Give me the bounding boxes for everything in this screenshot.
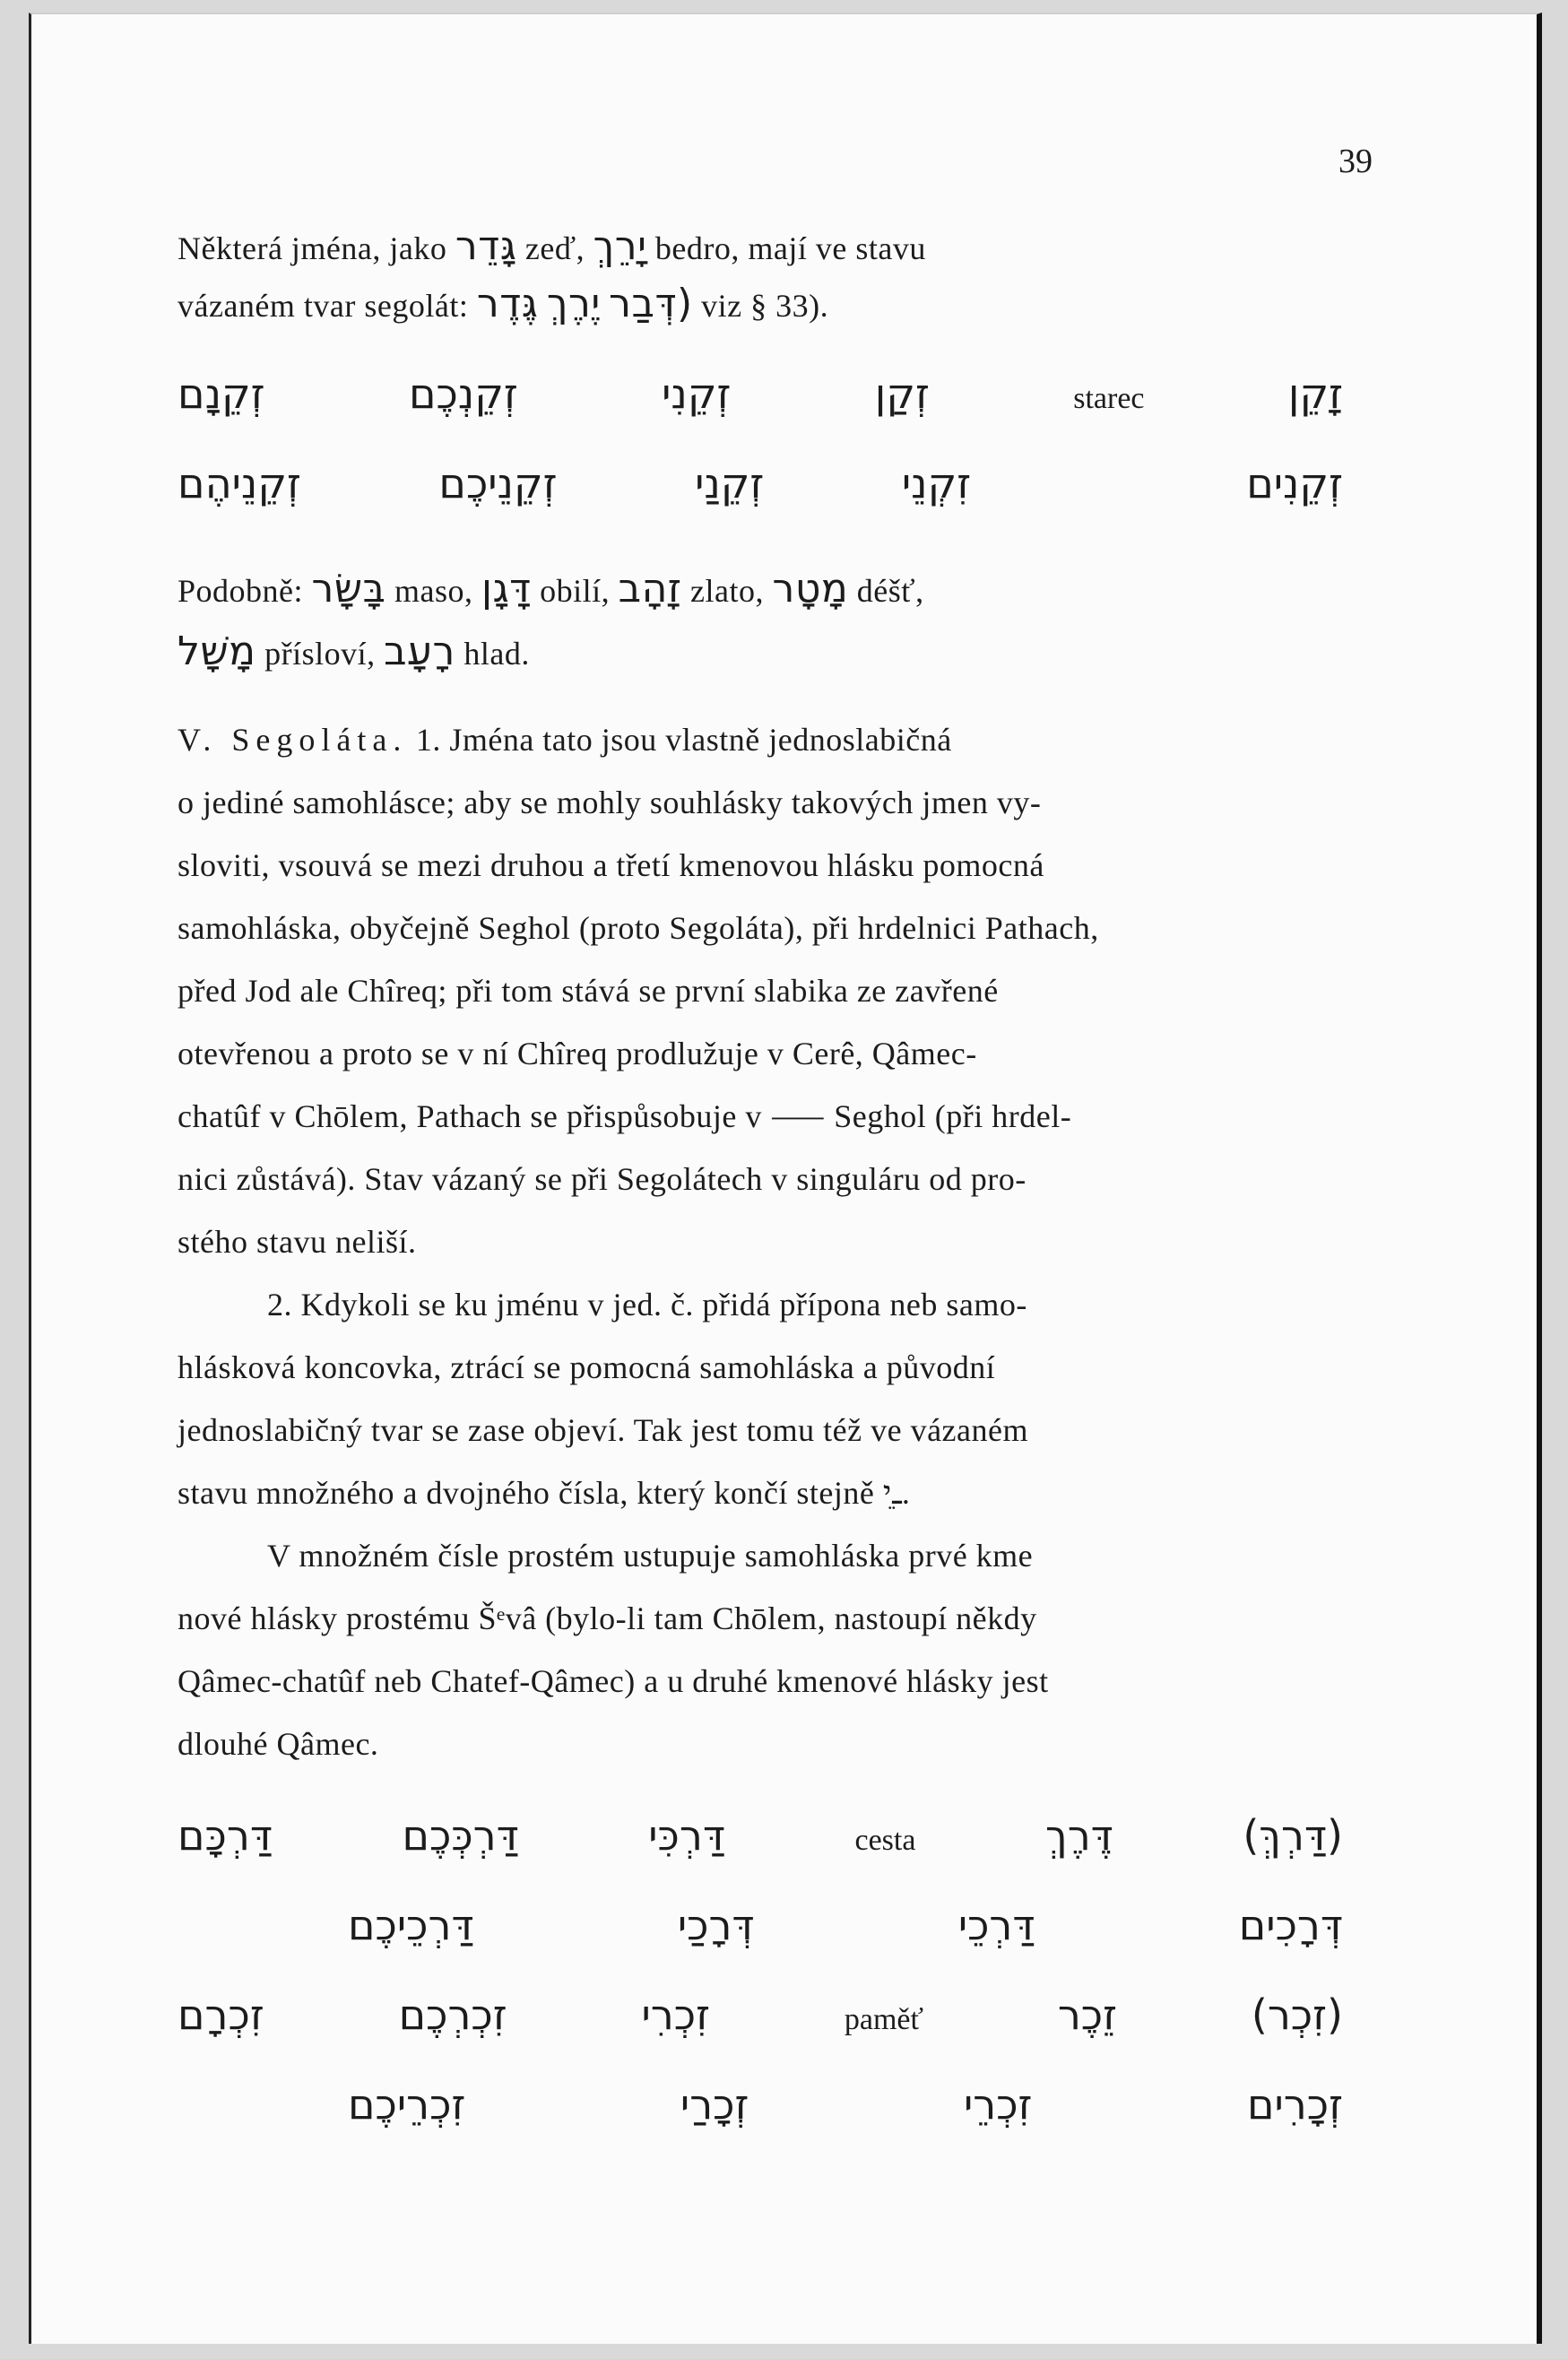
text-line: jednoslabičný tvar se zase objeví. Tak jest tomu též ve vázaném [178, 1412, 1028, 1448]
text-line: nové hlásky prostému Šᵉvâ (bylo-li tam Chōlem, nastoupí někdy [178, 1600, 1037, 1636]
hebrew-word: יָרֵךְ [593, 223, 647, 269]
paradigm-cell: דְּרָכַי [677, 1901, 755, 1949]
paradigm-cell: זְכָרַי [680, 2080, 749, 2129]
section-heading: V. Segoláta. [178, 722, 408, 758]
podobne-line-2 [178, 620, 1343, 685]
text-line: před Jod ale Chîreq; při tom stává se první slabika ze zavřené [178, 973, 999, 1009]
text-line: chatûf v Chōlem, Pathach se přispůsobuje v ⸺ Seghol (při hrdel- [178, 1098, 1072, 1134]
paradigm-cell: זְקֵנֵיכֶם [438, 459, 558, 507]
text-line: hlásková koncovka, ztrácí se pomocná samohláska a původní [178, 1349, 996, 1385]
paradigm-cell: זִכְרָם [178, 1990, 264, 2039]
paradigm-cell: זֵכֶר [1057, 1990, 1118, 2039]
paradigm-cell: דְּרָכִים [1238, 1901, 1343, 1949]
text-line: samohláska, obyčejně Seghol (proto Segoláta), při hrdelnici Pathach, [178, 910, 1099, 946]
text-line: dlouhé Qâmec. [178, 1726, 379, 1762]
paradigm-gloss: paměť [844, 2003, 924, 2036]
intro-line-2 [178, 273, 1343, 337]
paradigm-cell: זְקֵנַי [695, 459, 765, 507]
hebrew-word: רָעָב [384, 629, 455, 674]
paradigm-cell: זִכְרֵי [963, 2080, 1033, 2129]
paradigm-row [178, 1990, 1343, 2039]
paradigm-gloss: cesta [854, 1824, 916, 1857]
paradigm-cell: זְקֵנִי [662, 369, 732, 418]
paradigm-cell: זִקְנֵי [901, 459, 972, 507]
intro-text: vázaném tvar segolát: [178, 288, 469, 324]
text-line: otevřenou a proto se v ní Chîreq prodlužuje v Cerê, Qâmec- [178, 1036, 977, 1071]
gloss: zlato, [690, 573, 765, 609]
paradigm-row [178, 1811, 1343, 1860]
paradigm-cell: זְקֵנֵיהֶם [178, 459, 301, 507]
hebrew-word: גָּדֵר [455, 223, 517, 269]
paradigm-cell: זְקֵנִים [1246, 459, 1343, 507]
gloss: déšť, [856, 573, 924, 609]
section-v [178, 708, 1343, 1775]
text-line: 1. Jména tato jsou vlastně jednoslabičná [415, 722, 952, 758]
paradigm-cell: (דַּרְךְּ) [1243, 1811, 1343, 1860]
paradigm-cell: זְקֵנָם [178, 369, 265, 418]
gloss: maso, [394, 573, 473, 609]
intro-line-1 [178, 215, 1343, 280]
paradigm-cell: זִכְרְכֶם [398, 1990, 507, 2039]
paradigm-cell: זָקֵן [1287, 369, 1343, 418]
hebrew-word: זָהָב [618, 566, 682, 611]
paradigm-row [178, 369, 1343, 418]
paradigm-cell: זִכְרֵיכֶם [348, 2080, 466, 2129]
text-line: stavu množného a dvojného čísla, který končí stejně ـֵי. [178, 1475, 911, 1511]
hebrew-word: גֶּדֶר [476, 281, 539, 326]
gloss: zeď, [524, 230, 585, 266]
paradigm-row [348, 1901, 1343, 1949]
paradigm-cell: דַּרְכָּם [178, 1811, 273, 1860]
paradigm-cell: דַּרְכְּכֶם [402, 1811, 519, 1860]
text-line: 2. Kdykoli se ku jménu v jed. č. přidá přípona neb samo- [267, 1287, 1027, 1323]
paradigm-row [348, 2080, 1343, 2129]
paragraph-line [178, 708, 1343, 771]
gloss: přísloví, [264, 636, 376, 672]
podobne-label: Podobně: [178, 573, 304, 609]
hebrew-word: מָשָׁל [178, 629, 256, 674]
text-line: stého stavu neliší. [178, 1224, 417, 1260]
gloss: bedro, mají ve stavu [654, 230, 926, 266]
paradigm-cell: דַּרְכֵי [957, 1901, 1035, 1949]
podobne-line-1 [178, 558, 1343, 622]
paradigm-cell: דַּרְכִּי [648, 1811, 725, 1860]
paradigm-row [178, 459, 1343, 507]
hebrew-word: (דְּבַר [609, 281, 693, 326]
text-line: nici zůstává). Stav vázaný se při Segolátech v singuláru od pro- [178, 1161, 1027, 1197]
paradigm-gloss: starec [1073, 382, 1145, 415]
page-number: 39 [1338, 143, 1373, 180]
paradigm-cell: (זִכְר) [1251, 1990, 1343, 2039]
paradigm-cell: זְכָרִים [1246, 2080, 1343, 2129]
paradigm-cell: זְקֵנְכֶם [408, 369, 518, 418]
paradigm-cell: זִכְרִי [641, 1990, 711, 2039]
paradigm-cell: דַּרְכֵיכֶם [348, 1901, 474, 1949]
intro-text: Některá jména, jako [178, 230, 447, 266]
paradigm-cell: זְקַן [874, 369, 930, 418]
text-line: o jediné samohlásce; aby se mohly souhlásky takových jmen vy- [178, 785, 1042, 820]
text-line: sloviti, vsouvá se mezi druhou a třetí kmenovou hlásku pomocná [178, 847, 1044, 883]
hebrew-word: דָּגָן [481, 566, 532, 611]
text-line: Qâmec-chatûf neb Chatef-Qâmec) a u druhé kmenové hlásky jest [178, 1663, 1049, 1699]
gloss: obilí, [540, 573, 611, 609]
intro-text: viz § 33). [701, 288, 829, 324]
hebrew-word: מָטָר [772, 566, 849, 611]
hebrew-word: בָּשָׂר [311, 566, 386, 611]
text-line: V množném čísle prostém ustupuje samohláska prvé kme [267, 1538, 1034, 1574]
paradigm-cell: דֶּרֶךְ [1044, 1811, 1113, 1860]
gloss: hlad. [463, 636, 530, 672]
hebrew-word: יֶרֶךְ [546, 281, 601, 326]
